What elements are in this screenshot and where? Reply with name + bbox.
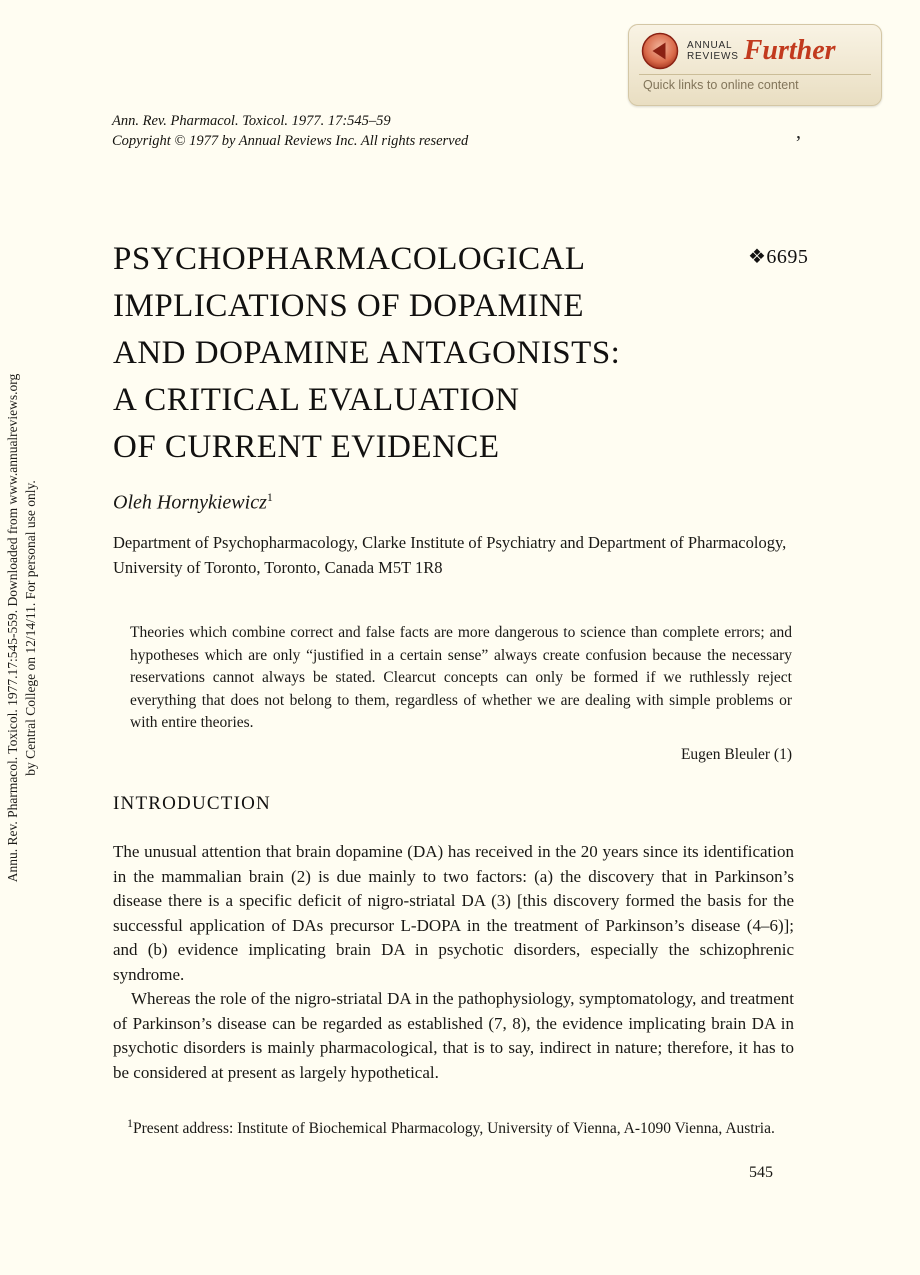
footnote-mark: 1 xyxy=(127,1116,133,1130)
epigraph-attribution: Eugen Bleuler (1) xyxy=(680,746,792,763)
title-line-2: IMPLICATIONS OF DOPAMINE xyxy=(113,288,585,324)
citation-line-1: Ann. Rev. Pharmacol. Toxicol. 1977. 17:545–59 xyxy=(112,113,391,129)
watermark-line-2: by Central College on 12/14/11. For personal use only. xyxy=(22,480,38,776)
section-heading-introduction: INTRODUCTION xyxy=(113,793,271,814)
further-label: Further xyxy=(743,35,836,66)
article-number: ❖6695 xyxy=(748,246,809,268)
author-name xyxy=(113,490,273,515)
footnote xyxy=(113,1112,794,1141)
quick-links-link[interactable]: Quick links to online content xyxy=(643,78,799,92)
footnote-text: Present address: Institute of Biochemical Pharmacology, University of Vienna, A-1090 Vienna, Austria. xyxy=(133,1120,775,1138)
watermark-line-1: Annu. Rev. Pharmacol. Toxicol. 1977.17:545-559. Downloaded from www.annualreviews.org xyxy=(5,373,20,883)
title-line-4: A CRITICAL EVALUATION xyxy=(113,382,520,418)
scan-artifact-mark: ’ xyxy=(795,132,802,154)
author-affiliation: Department of Psychopharmacology, Clarke Institute of Psychiatry and Department of Pharmacology, University of Toronto, Toronto, Canada M5T 1R8 xyxy=(113,533,787,577)
back-arrow-circle-icon[interactable] xyxy=(641,32,679,70)
wordmark-line-1: ANNUAL xyxy=(687,40,733,51)
title-line-1: PSYCHOPHARMACOLOGICAL xyxy=(113,241,586,277)
journal-citation xyxy=(112,112,468,151)
author-name-text: Oleh Hornykiewicz xyxy=(113,491,267,514)
wordmark-line-2: REVIEWS xyxy=(687,51,739,62)
title-line-5: OF CURRENT EVIDENCE xyxy=(113,429,500,465)
author-footnote-mark: 1 xyxy=(266,490,273,504)
epigraph-quote: Theories which combine correct and false facts are more dangerous to science than complete errors; and hypotheses which are only “justified in a certain sense” always create confusion because the necessary reservations cannot always be stated. Clearcut concepts can only be formed if we ruthlessly reject everything that does not belong to them, regardless of whether we are dealing with simple problems or with entire theories. xyxy=(130,624,792,731)
paragraph-2: Whereas the role of the nigro-striatal DA in the pathophysiology, symptomatology, and treatment of Parkinson’s disease can be regarded as established (7, 8), the evidence implicating brain DA in psychotic disorders is mainly pharmacological, that is to say, indirect in nature; therefore, it has to be considered at present as largely hypothetical. xyxy=(113,989,794,1082)
article-title xyxy=(113,236,620,471)
title-line-3: AND DOPAMINE ANTAGONISTS: xyxy=(113,335,621,371)
badge-top-row xyxy=(629,25,881,72)
annual-reviews-wordmark xyxy=(687,40,739,62)
paragraph-1: The unusual attention that brain dopamine (DA) has received in the 20 years since its identification in the mammalian brain (2) is due mainly to two factors: (a) the discovery that in Parkinson’s disease there is a specific deficit of nigro-striatal DA (3) [this discovery formed the basis for the successful application of DAs precursor L-DOPA in the treatment of Parkinson’s disease (4–6)]; and (b) evidence implicating brain DA in psychotic disorders, especially the schizophrenic syndrome. xyxy=(113,842,794,984)
annual-reviews-further-badge[interactable] xyxy=(628,24,882,106)
page-number: 545 xyxy=(749,1164,773,1181)
citation-line-2: Copyright © 1977 by Annual Reviews Inc. All rights reserved xyxy=(112,132,469,149)
article-body xyxy=(113,840,794,1085)
sidebar-watermark xyxy=(4,298,39,958)
